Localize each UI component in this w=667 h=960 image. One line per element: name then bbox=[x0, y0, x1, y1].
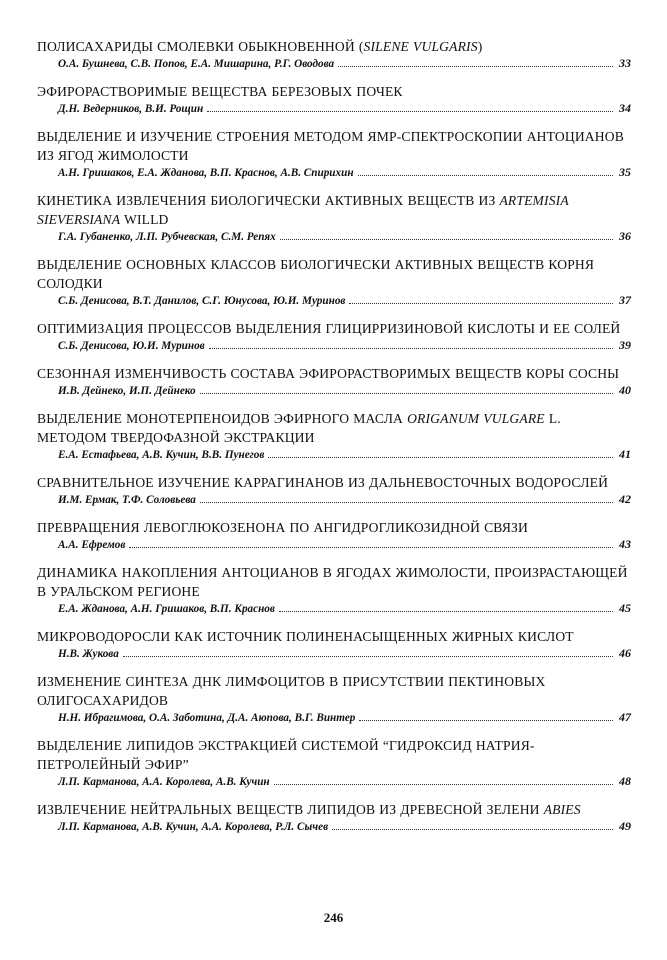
entry-title bbox=[37, 82, 631, 101]
title-segment: КИНЕТИКА ИЗВЛЕЧЕНИЯ БИОЛОГИЧЕСКИ АКТИВНЫХ ВЕЩЕСТВ ИЗ bbox=[37, 193, 500, 208]
entry-page-number: 43 bbox=[619, 537, 631, 551]
entry-title bbox=[37, 409, 631, 447]
entry-author-line bbox=[58, 646, 631, 662]
title-segment: ИЗВЛЕЧЕНИЕ НЕЙТРАЛЬНЫХ ВЕЩЕСТВ ЛИПИДОВ ИЗ ДРЕВЕСНОЙ ЗЕЛЕНИ bbox=[37, 802, 544, 817]
title-segment: ) bbox=[477, 39, 483, 54]
entry-author-line bbox=[58, 56, 631, 72]
title-segment: ОПТИМИЗАЦИЯ ПРОЦЕССОВ ВЫДЕЛЕНИЯ ГЛИЦИРРИЗИНОВОЙ КИСЛОТЫ И ЕЕ СОЛЕЙ bbox=[37, 321, 621, 336]
entry-author-line bbox=[58, 537, 631, 553]
title-segment: МИКРОВОДОРОСЛИ КАК ИСТОЧНИК ПОЛИНЕНАСЫЩЕННЫХ ЖИРНЫХ КИСЛОТ bbox=[37, 629, 574, 644]
dot-leader bbox=[332, 828, 613, 830]
title-segment: ЭФИРОРАСТВОРИМЫЕ ВЕЩЕСТВА БЕРЕЗОВЫХ ПОЧЕК bbox=[37, 84, 403, 99]
entry-authors: А.Н. Гришаков, Е.А. Жданова, В.П. Краснов, А.В. Спирихин bbox=[58, 167, 354, 179]
entry-title bbox=[37, 37, 631, 56]
entry-page-number: 37 bbox=[619, 293, 631, 307]
entry-author-line bbox=[58, 774, 631, 790]
entry-page-number: 42 bbox=[619, 492, 631, 506]
entry-authors: Н.Н. Ибрагимова, О.А. Заботина, Д.А. Аюпова, В.Г. Винтер bbox=[58, 712, 356, 724]
title-segment: СРАВНИТЕЛЬНОЕ ИЗУЧЕНИЕ КАРРАГИНАНОВ ИЗ ДАЛЬНЕВОСТОЧНЫХ ВОДОРОСЛЕЙ bbox=[37, 475, 609, 490]
entry-page-number: 41 bbox=[619, 447, 631, 461]
dot-leader bbox=[280, 238, 613, 240]
entry-authors: Н.В. Жукова bbox=[58, 648, 119, 660]
entry-page-number: 40 bbox=[619, 383, 631, 397]
entry-author-line bbox=[58, 101, 631, 117]
entry-page-number: 36 bbox=[619, 229, 631, 243]
entry-title bbox=[37, 473, 631, 492]
entry-author-line bbox=[58, 293, 631, 309]
entry-author-line bbox=[58, 710, 631, 726]
title-segment: ВЫДЕЛЕНИЕ ОСНОВНЫХ КЛАССОВ БИОЛОГИЧЕСКИ АКТИВНЫХ ВЕЩЕСТВ КОРНЯ СОЛОДКИ bbox=[37, 257, 595, 291]
toc-entry bbox=[37, 409, 631, 463]
entry-page-number: 49 bbox=[619, 819, 631, 833]
title-segment: ПРЕВРАЩЕНИЯ ЛЕВОГЛЮКОЗЕНОНА ПО АНГИДРОГЛИКОЗИДНОЙ СВЯЗИ bbox=[37, 520, 528, 535]
title-segment-latin: ABIES bbox=[543, 802, 581, 817]
entry-title bbox=[37, 191, 631, 229]
toc-entry bbox=[37, 672, 631, 726]
title-segment: ПОЛИСАХАРИДЫ СМОЛЕВКИ ОБЫКНОВЕННОЙ ( bbox=[37, 39, 364, 54]
entry-authors: С.Б. Денисова, Ю.И. Муринов bbox=[58, 340, 205, 352]
title-segment-latin: ORIGANUM VULGARE bbox=[407, 411, 545, 426]
entry-title bbox=[37, 518, 631, 537]
entry-author-line bbox=[58, 165, 631, 181]
toc-entry bbox=[37, 319, 631, 354]
toc-entry bbox=[37, 518, 631, 553]
dot-leader bbox=[338, 65, 613, 67]
entry-page-number: 33 bbox=[619, 56, 631, 70]
dot-leader bbox=[123, 655, 613, 657]
toc-entry bbox=[37, 800, 631, 835]
entry-title bbox=[37, 563, 631, 601]
entry-author-line bbox=[58, 447, 631, 463]
entry-title bbox=[37, 255, 631, 293]
entry-authors: И.В. Дейнеко, И.П. Дейнеко bbox=[58, 385, 196, 397]
entry-author-line bbox=[58, 601, 631, 617]
title-segment: ДИНАМИКА НАКОПЛЕНИЯ АНТОЦИАНОВ В ЯГОДАХ ЖИМОЛОСТИ, ПРОИЗРАСТАЮЩЕЙ В УРАЛЬСКОМ РЕГИОНЕ bbox=[37, 565, 628, 599]
entry-authors: Г.А. Губаненко, Л.П. Рубчевская, С.М. Репях bbox=[58, 231, 276, 243]
title-segment: L. МЕТОДОМ ТВЕРДОФАЗНОЙ ЭКСТРАКЦИИ bbox=[37, 411, 561, 445]
entry-author-line bbox=[58, 229, 631, 245]
entry-author-line bbox=[58, 819, 631, 835]
dot-leader bbox=[349, 302, 613, 304]
title-segment: ВЫДЕЛЕНИЕ МОНОТЕРПЕНОИДОВ ЭФИРНОГО МАСЛА bbox=[37, 411, 408, 426]
dot-leader bbox=[268, 456, 613, 458]
dot-leader bbox=[358, 174, 613, 176]
entry-page-number: 48 bbox=[619, 774, 631, 788]
dot-leader bbox=[200, 392, 613, 394]
toc-entry bbox=[37, 191, 631, 245]
dot-leader bbox=[359, 719, 613, 721]
entry-authors: О.А. Бушнева, С.В. Попов, Е.А. Мишарина, Р.Г. Оводова bbox=[58, 58, 335, 70]
entry-page-number: 45 bbox=[619, 601, 631, 615]
dot-leader bbox=[207, 110, 613, 112]
entry-authors: С.Б. Денисова, В.Т. Данилов, С.Г. Юнусова, Ю.И. Муринов bbox=[58, 295, 346, 307]
entry-authors: И.М. Ермак, Т.Ф. Соловьева bbox=[58, 494, 196, 506]
dot-leader bbox=[200, 501, 613, 503]
entry-author-line bbox=[58, 492, 631, 508]
dot-leader bbox=[129, 546, 613, 548]
entry-page-number: 39 bbox=[619, 338, 631, 352]
entry-title bbox=[37, 800, 631, 819]
table-of-contents bbox=[37, 37, 631, 845]
title-segment: ВЫДЕЛЕНИЕ И ИЗУЧЕНИЕ СТРОЕНИЯ МЕТОДОМ ЯМР-СПЕКТРОСКОПИИ АНТОЦИАНОВ ИЗ ЯГОД ЖИМОЛОСТИ bbox=[37, 129, 624, 163]
entry-authors: Е.А. Естафьева, А.В. Кучин, В.В. Пунегов bbox=[58, 449, 265, 461]
entry-title bbox=[37, 736, 631, 774]
entry-title bbox=[37, 627, 631, 646]
dot-leader bbox=[274, 783, 613, 785]
entry-authors: Д.Н. Ведерников, В.И. Рощин bbox=[58, 103, 204, 115]
toc-entry bbox=[37, 255, 631, 309]
page-number: 246 bbox=[323, 910, 344, 925]
entry-author-line bbox=[58, 338, 631, 354]
toc-entry bbox=[37, 37, 631, 72]
entry-title bbox=[37, 319, 631, 338]
title-segment-latin: SILENE VULGARIS bbox=[363, 39, 478, 54]
title-segment: ВЫДЕЛЕНИЕ ЛИПИДОВ ЭКСТРАКЦИЕЙ СИСТЕМОЙ “ГИДРОКСИД НАТРИЯ-ПЕТРОЛЕЙНЫЙ ЭФИР” bbox=[37, 738, 535, 772]
toc-entry bbox=[37, 473, 631, 508]
toc-entry bbox=[37, 82, 631, 117]
entry-page-number: 35 bbox=[619, 165, 631, 179]
toc-entry bbox=[37, 627, 631, 662]
title-segment: WILLD bbox=[120, 212, 169, 227]
toc-entry bbox=[37, 127, 631, 181]
dot-leader bbox=[279, 610, 613, 612]
entry-authors: Е.А. Жданова, А.Н. Гришаков, В.П. Краснов bbox=[58, 603, 275, 615]
dot-leader bbox=[209, 347, 613, 349]
entry-title bbox=[37, 127, 631, 165]
toc-entry bbox=[37, 563, 631, 617]
title-segment: ИЗМЕНЕНИЕ СИНТЕЗА ДНК ЛИМФОЦИТОВ В ПРИСУТСТВИИ ПЕКТИНОВЫХ ОЛИГОСАХАРИДОВ bbox=[37, 674, 546, 708]
entry-authors: Л.П. Карманова, А.А. Королева, А.В. Кучин bbox=[58, 776, 270, 788]
toc-entry bbox=[37, 364, 631, 399]
entry-title bbox=[37, 672, 631, 710]
entry-author-line bbox=[58, 383, 631, 399]
title-segment: СЕЗОННАЯ ИЗМЕНЧИВОСТЬ СОСТАВА ЭФИРОРАСТВОРИМЫХ ВЕЩЕСТВ КОРЫ СОСНЫ bbox=[37, 366, 620, 381]
entry-page-number: 46 bbox=[619, 646, 631, 660]
entry-authors: Л.П. Карманова, А.В. Кучин, А.А. Королева, Р.Л. Сычев bbox=[58, 821, 329, 833]
toc-entry bbox=[37, 736, 631, 790]
title-segment-latin: ARTEMISIA SIEVERSIANA bbox=[37, 193, 569, 227]
entry-title bbox=[37, 364, 631, 383]
entry-page-number: 47 bbox=[619, 710, 631, 724]
entry-page-number: 34 bbox=[619, 101, 631, 115]
entry-authors: А.А. Ефремов bbox=[58, 539, 126, 551]
